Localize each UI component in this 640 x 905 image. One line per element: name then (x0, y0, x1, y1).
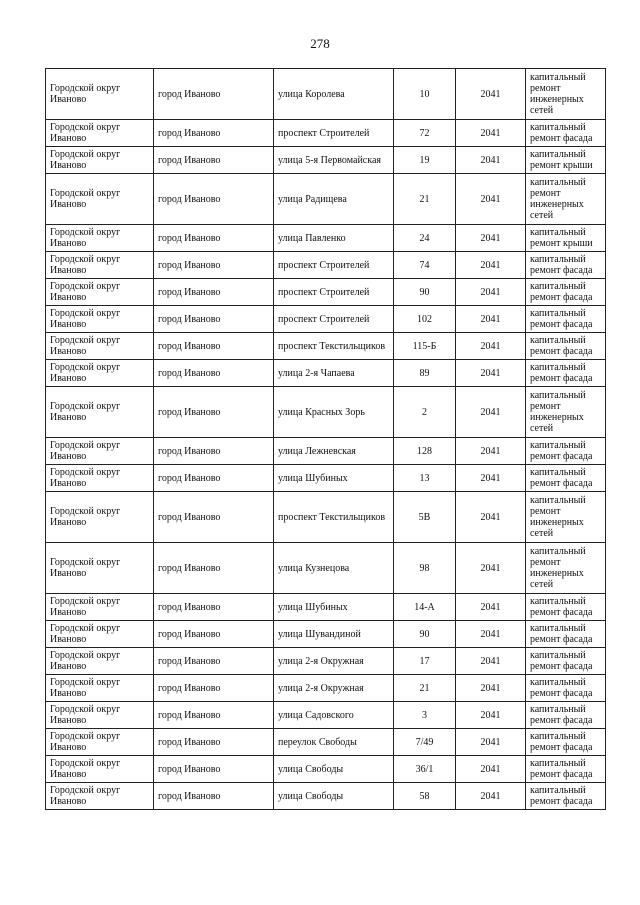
house-number-cell: 2 (394, 387, 456, 438)
table-row (46, 621, 606, 648)
house-number-cell: 14-А (394, 594, 456, 621)
year-cell: 2041 (456, 675, 526, 702)
house-number-cell: 58 (394, 783, 456, 810)
work-type-cell: капитальный ремонт фасада (526, 465, 606, 492)
work-type-cell: капитальный ремонт фасада (526, 438, 606, 465)
street-cell: улица Свободы (274, 783, 394, 810)
work-type-cell: капитальный ремонт фасада (526, 756, 606, 783)
work-type-cell: капитальный ремонт фасада (526, 594, 606, 621)
district-cell: Городской округ Иваново (46, 465, 154, 492)
work-type-cell: капитальный ремонт фасада (526, 279, 606, 306)
city-cell: город Иваново (154, 279, 274, 306)
city-cell: город Иваново (154, 756, 274, 783)
work-type-cell: капитальный ремонт инженерных сетей (526, 69, 606, 120)
year-cell: 2041 (456, 333, 526, 360)
year-cell: 2041 (456, 465, 526, 492)
work-type-cell: капитальный ремонт фасада (526, 675, 606, 702)
table-row (46, 492, 606, 543)
table-row (46, 675, 606, 702)
district-cell: Городской округ Иваново (46, 333, 154, 360)
district-cell: Городской округ Иваново (46, 174, 154, 225)
house-number-cell: 89 (394, 360, 456, 387)
street-cell: улица 2-я Окружная (274, 648, 394, 675)
year-cell: 2041 (456, 702, 526, 729)
district-cell: Городской округ Иваново (46, 543, 154, 594)
table-body (46, 69, 606, 810)
house-number-cell: 5В (394, 492, 456, 543)
district-cell: Городской округ Иваново (46, 306, 154, 333)
city-cell: город Иваново (154, 702, 274, 729)
house-number-cell: 13 (394, 465, 456, 492)
work-type-cell: капитальный ремонт крыши (526, 225, 606, 252)
district-cell: Городской округ Иваново (46, 756, 154, 783)
work-type-cell: капитальный ремонт фасада (526, 120, 606, 147)
city-cell: город Иваново (154, 492, 274, 543)
work-type-cell: капитальный ремонт фасада (526, 333, 606, 360)
year-cell: 2041 (456, 225, 526, 252)
house-number-cell: 72 (394, 120, 456, 147)
table-row (46, 648, 606, 675)
year-cell: 2041 (456, 69, 526, 120)
district-cell: Городской округ Иваново (46, 279, 154, 306)
year-cell: 2041 (456, 147, 526, 174)
district-cell: Городской округ Иваново (46, 387, 154, 438)
city-cell: город Иваново (154, 438, 274, 465)
work-type-cell: капитальный ремонт фасада (526, 783, 606, 810)
street-cell: улица Садовского (274, 702, 394, 729)
table-row (46, 594, 606, 621)
house-number-cell: 115-Б (394, 333, 456, 360)
street-cell: улица 2-я Чапаева (274, 360, 394, 387)
table-row (46, 174, 606, 225)
year-cell: 2041 (456, 279, 526, 306)
district-cell: Городской округ Иваново (46, 648, 154, 675)
year-cell: 2041 (456, 756, 526, 783)
year-cell: 2041 (456, 387, 526, 438)
house-number-cell: 3 (394, 702, 456, 729)
table-row (46, 333, 606, 360)
district-cell: Городской округ Иваново (46, 252, 154, 279)
city-cell: город Иваново (154, 69, 274, 120)
table-row (46, 69, 606, 120)
city-cell: город Иваново (154, 729, 274, 756)
district-cell: Городской округ Иваново (46, 69, 154, 120)
table-row (46, 147, 606, 174)
street-cell: улица 2-я Окружная (274, 675, 394, 702)
district-cell: Городской округ Иваново (46, 225, 154, 252)
repair-schedule-table (45, 68, 606, 810)
house-number-cell: 128 (394, 438, 456, 465)
street-cell: улица Шубиных (274, 465, 394, 492)
house-number-cell: 17 (394, 648, 456, 675)
year-cell: 2041 (456, 174, 526, 225)
table-row (46, 306, 606, 333)
year-cell: 2041 (456, 492, 526, 543)
house-number-cell: 102 (394, 306, 456, 333)
street-cell: улица Радищева (274, 174, 394, 225)
table-row (46, 360, 606, 387)
work-type-cell: капитальный ремонт фасада (526, 621, 606, 648)
year-cell: 2041 (456, 621, 526, 648)
city-cell: город Иваново (154, 594, 274, 621)
street-cell: улица Красных Зорь (274, 387, 394, 438)
work-type-cell: капитальный ремонт фасада (526, 702, 606, 729)
city-cell: город Иваново (154, 783, 274, 810)
house-number-cell: 90 (394, 621, 456, 648)
house-number-cell: 24 (394, 225, 456, 252)
city-cell: город Иваново (154, 225, 274, 252)
city-cell: город Иваново (154, 147, 274, 174)
house-number-cell: 21 (394, 675, 456, 702)
work-type-cell: капитальный ремонт инженерных сетей (526, 174, 606, 225)
city-cell: город Иваново (154, 306, 274, 333)
street-cell: проспект Строителей (274, 306, 394, 333)
work-type-cell: капитальный ремонт инженерных сетей (526, 543, 606, 594)
district-cell: Городской округ Иваново (46, 675, 154, 702)
house-number-cell: 7/49 (394, 729, 456, 756)
street-cell: переулок Свободы (274, 729, 394, 756)
table-row (46, 702, 606, 729)
table-row (46, 438, 606, 465)
city-cell: город Иваново (154, 648, 274, 675)
street-cell: улица Лежневская (274, 438, 394, 465)
city-cell: город Иваново (154, 387, 274, 438)
work-type-cell: капитальный ремонт фасада (526, 252, 606, 279)
city-cell: город Иваново (154, 465, 274, 492)
house-number-cell: 98 (394, 543, 456, 594)
street-cell: улица Шубиных (274, 594, 394, 621)
house-number-cell: 21 (394, 174, 456, 225)
city-cell: город Иваново (154, 543, 274, 594)
street-cell: улица 5-я Первомайская (274, 147, 394, 174)
street-cell: улица Королева (274, 69, 394, 120)
table-row (46, 465, 606, 492)
district-cell: Городской округ Иваново (46, 360, 154, 387)
district-cell: Городской округ Иваново (46, 702, 154, 729)
year-cell: 2041 (456, 438, 526, 465)
year-cell: 2041 (456, 648, 526, 675)
city-cell: город Иваново (154, 174, 274, 225)
table-row (46, 387, 606, 438)
year-cell: 2041 (456, 594, 526, 621)
table-row (46, 120, 606, 147)
work-type-cell: капитальный ремонт фасада (526, 648, 606, 675)
district-cell: Городской округ Иваново (46, 621, 154, 648)
district-cell: Городской округ Иваново (46, 120, 154, 147)
city-cell: город Иваново (154, 360, 274, 387)
city-cell: город Иваново (154, 252, 274, 279)
year-cell: 2041 (456, 783, 526, 810)
year-cell: 2041 (456, 729, 526, 756)
table-row (46, 543, 606, 594)
house-number-cell: 74 (394, 252, 456, 279)
city-cell: город Иваново (154, 621, 274, 648)
street-cell: улица Павленко (274, 225, 394, 252)
work-type-cell: капитальный ремонт инженерных сетей (526, 387, 606, 438)
street-cell: проспект Текстильщиков (274, 333, 394, 360)
work-type-cell: капитальный ремонт фасада (526, 360, 606, 387)
district-cell: Городской округ Иваново (46, 594, 154, 621)
district-cell: Городской округ Иваново (46, 783, 154, 810)
district-cell: Городской округ Иваново (46, 492, 154, 543)
district-cell: Городской округ Иваново (46, 729, 154, 756)
year-cell: 2041 (456, 360, 526, 387)
page-number: 278 (310, 36, 330, 51)
city-cell: город Иваново (154, 675, 274, 702)
city-cell: город Иваново (154, 333, 274, 360)
street-cell: проспект Строителей (274, 252, 394, 279)
street-cell: улица Кузнецова (274, 543, 394, 594)
house-number-cell: 36/1 (394, 756, 456, 783)
street-cell: улица Шувандиной (274, 621, 394, 648)
house-number-cell: 90 (394, 279, 456, 306)
work-type-cell: капитальный ремонт инженерных сетей (526, 492, 606, 543)
table-row (46, 756, 606, 783)
work-type-cell: капитальный ремонт фасада (526, 729, 606, 756)
table-row (46, 729, 606, 756)
year-cell: 2041 (456, 543, 526, 594)
street-cell: проспект Строителей (274, 120, 394, 147)
street-cell: проспект Текстильщиков (274, 492, 394, 543)
house-number-cell: 19 (394, 147, 456, 174)
table-row (46, 279, 606, 306)
street-cell: проспект Строителей (274, 279, 394, 306)
street-cell: улица Свободы (274, 756, 394, 783)
city-cell: город Иваново (154, 120, 274, 147)
table-row (46, 783, 606, 810)
work-type-cell: капитальный ремонт фасада (526, 306, 606, 333)
year-cell: 2041 (456, 306, 526, 333)
year-cell: 2041 (456, 120, 526, 147)
table-row (46, 225, 606, 252)
district-cell: Городской округ Иваново (46, 147, 154, 174)
district-cell: Городской округ Иваново (46, 438, 154, 465)
table-row (46, 252, 606, 279)
year-cell: 2041 (456, 252, 526, 279)
house-number-cell: 10 (394, 69, 456, 120)
work-type-cell: капитальный ремонт крыши (526, 147, 606, 174)
